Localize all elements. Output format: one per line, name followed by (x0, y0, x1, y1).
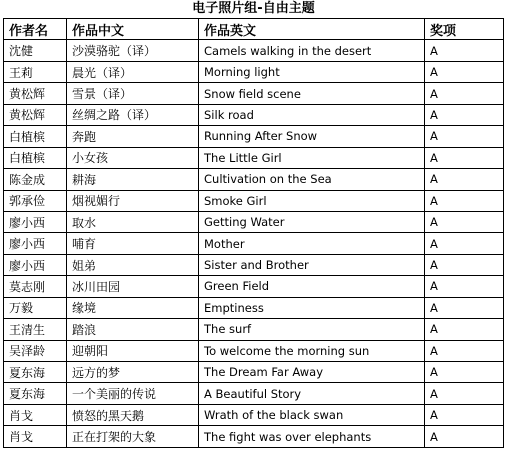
table-row (4, 61, 504, 82)
author-cell: 肖戈 (4, 404, 67, 425)
author-cell: 廖小西 (4, 233, 67, 254)
award-cell: A (425, 83, 504, 104)
table-row (4, 147, 504, 168)
title-en-cell: Getting Water (199, 211, 425, 232)
title-en-cell: The Little Girl (199, 147, 425, 168)
title-en-cell: To welcome the morning sun (199, 340, 425, 361)
award-cell: A (425, 169, 504, 190)
title-cn-cell: 远方的梦 (67, 362, 199, 383)
title-cn-cell: 雪景（译） (67, 83, 199, 104)
table-row (4, 426, 504, 447)
title-cn-cell: 丝绸之路（译） (67, 104, 199, 125)
header-title-en: 作品英文 (199, 19, 425, 40)
author-cell: 黄松辉 (4, 104, 67, 125)
title-en-cell: Silk road (199, 104, 425, 125)
award-cell: A (425, 362, 504, 383)
table-row (4, 190, 504, 211)
title-cn-cell: 烟视媚行 (67, 190, 199, 211)
title-en-cell: Running After Snow (199, 126, 425, 147)
title-cn-cell: 晨光（译） (67, 61, 199, 82)
award-cell: A (425, 190, 504, 211)
author-cell: 王清生 (4, 319, 67, 340)
title-en-cell: Camels walking in the desert (199, 40, 425, 61)
title-cn-cell: 奔跑 (67, 126, 199, 147)
title-en-cell: The fight was over elephants (199, 426, 425, 447)
title-en-cell: Green Field (199, 276, 425, 297)
title-cn-cell: 耕海 (67, 169, 199, 190)
title-en-cell: Cultivation on the Sea (199, 169, 425, 190)
title-cn-cell: 一个美丽的传说 (67, 383, 199, 404)
award-cell: A (425, 40, 504, 61)
table-row (4, 233, 504, 254)
author-cell: 沈健 (4, 40, 67, 61)
table-row (4, 40, 504, 61)
table-row (4, 276, 504, 297)
award-cell: A (425, 147, 504, 168)
title-cn-cell: 迎朝阳 (67, 340, 199, 361)
author-cell: 夏东海 (4, 362, 67, 383)
title-en-cell: The Dream Far Away (199, 362, 425, 383)
table-row (4, 211, 504, 232)
title-en-cell: A Beautiful Story (199, 383, 425, 404)
award-cell: A (425, 233, 504, 254)
title-en-cell: Smoke Girl (199, 190, 425, 211)
award-cell: A (425, 254, 504, 275)
table-row (4, 319, 504, 340)
table-header-row (4, 19, 504, 40)
table-row (4, 104, 504, 125)
table-row (4, 169, 504, 190)
awards-table (3, 18, 504, 448)
author-cell: 吴泽龄 (4, 340, 67, 361)
title-en-cell: Morning light (199, 61, 425, 82)
header-award: 奖项 (425, 19, 504, 40)
table-row (4, 254, 504, 275)
author-cell: 廖小西 (4, 254, 67, 275)
table-row (4, 383, 504, 404)
table-row (4, 297, 504, 318)
award-cell: A (425, 340, 504, 361)
title-en-cell: Snow field scene (199, 83, 425, 104)
award-cell: A (425, 404, 504, 425)
table-row (4, 340, 504, 361)
title-cn-cell: 取水 (67, 211, 199, 232)
award-cell: A (425, 104, 504, 125)
author-cell: 白植槟 (4, 147, 67, 168)
title-cn-cell: 冰川田园 (67, 276, 199, 297)
title-en-cell: Mother (199, 233, 425, 254)
title-cn-cell: 正在打架的大象 (67, 426, 199, 447)
title-en-cell: Emptiness (199, 297, 425, 318)
author-cell: 王莉 (4, 61, 67, 82)
title-en-cell: Sister and Brother (199, 254, 425, 275)
title-cn-cell: 小女孩 (67, 147, 199, 168)
header-author: 作者名 (4, 19, 67, 40)
award-cell: A (425, 276, 504, 297)
author-cell: 肖戈 (4, 426, 67, 447)
author-cell: 郭承俭 (4, 190, 67, 211)
table-row (4, 126, 504, 147)
table-row (4, 83, 504, 104)
page-title: 电子照片组-自由主题 (192, 1, 315, 16)
table-row (4, 404, 504, 425)
title-cn-cell: 缘境 (67, 297, 199, 318)
award-cell: A (425, 426, 504, 447)
author-cell: 黄松辉 (4, 83, 67, 104)
title-cn-cell: 哺育 (67, 233, 199, 254)
author-cell: 万毅 (4, 297, 67, 318)
title-cn-cell: 姐弟 (67, 254, 199, 275)
author-cell: 夏东海 (4, 383, 67, 404)
title-cn-cell: 愤怒的黑天鹅 (67, 404, 199, 425)
award-cell: A (425, 297, 504, 318)
table-row (4, 362, 504, 383)
header-title-cn: 作品中文 (67, 19, 199, 40)
author-cell: 陈金成 (4, 169, 67, 190)
award-cell: A (425, 211, 504, 232)
award-cell: A (425, 383, 504, 404)
table-body (4, 40, 504, 447)
author-cell: 莫志刚 (4, 276, 67, 297)
award-cell: A (425, 126, 504, 147)
award-cell: A (425, 319, 504, 340)
author-cell: 廖小西 (4, 211, 67, 232)
title-en-cell: The surf (199, 319, 425, 340)
award-cell: A (425, 61, 504, 82)
title-en-cell: Wrath of the black swan (199, 404, 425, 425)
author-cell: 白植槟 (4, 126, 67, 147)
title-cn-cell: 沙漠骆驼（译） (67, 40, 199, 61)
title-cn-cell: 踏浪 (67, 319, 199, 340)
